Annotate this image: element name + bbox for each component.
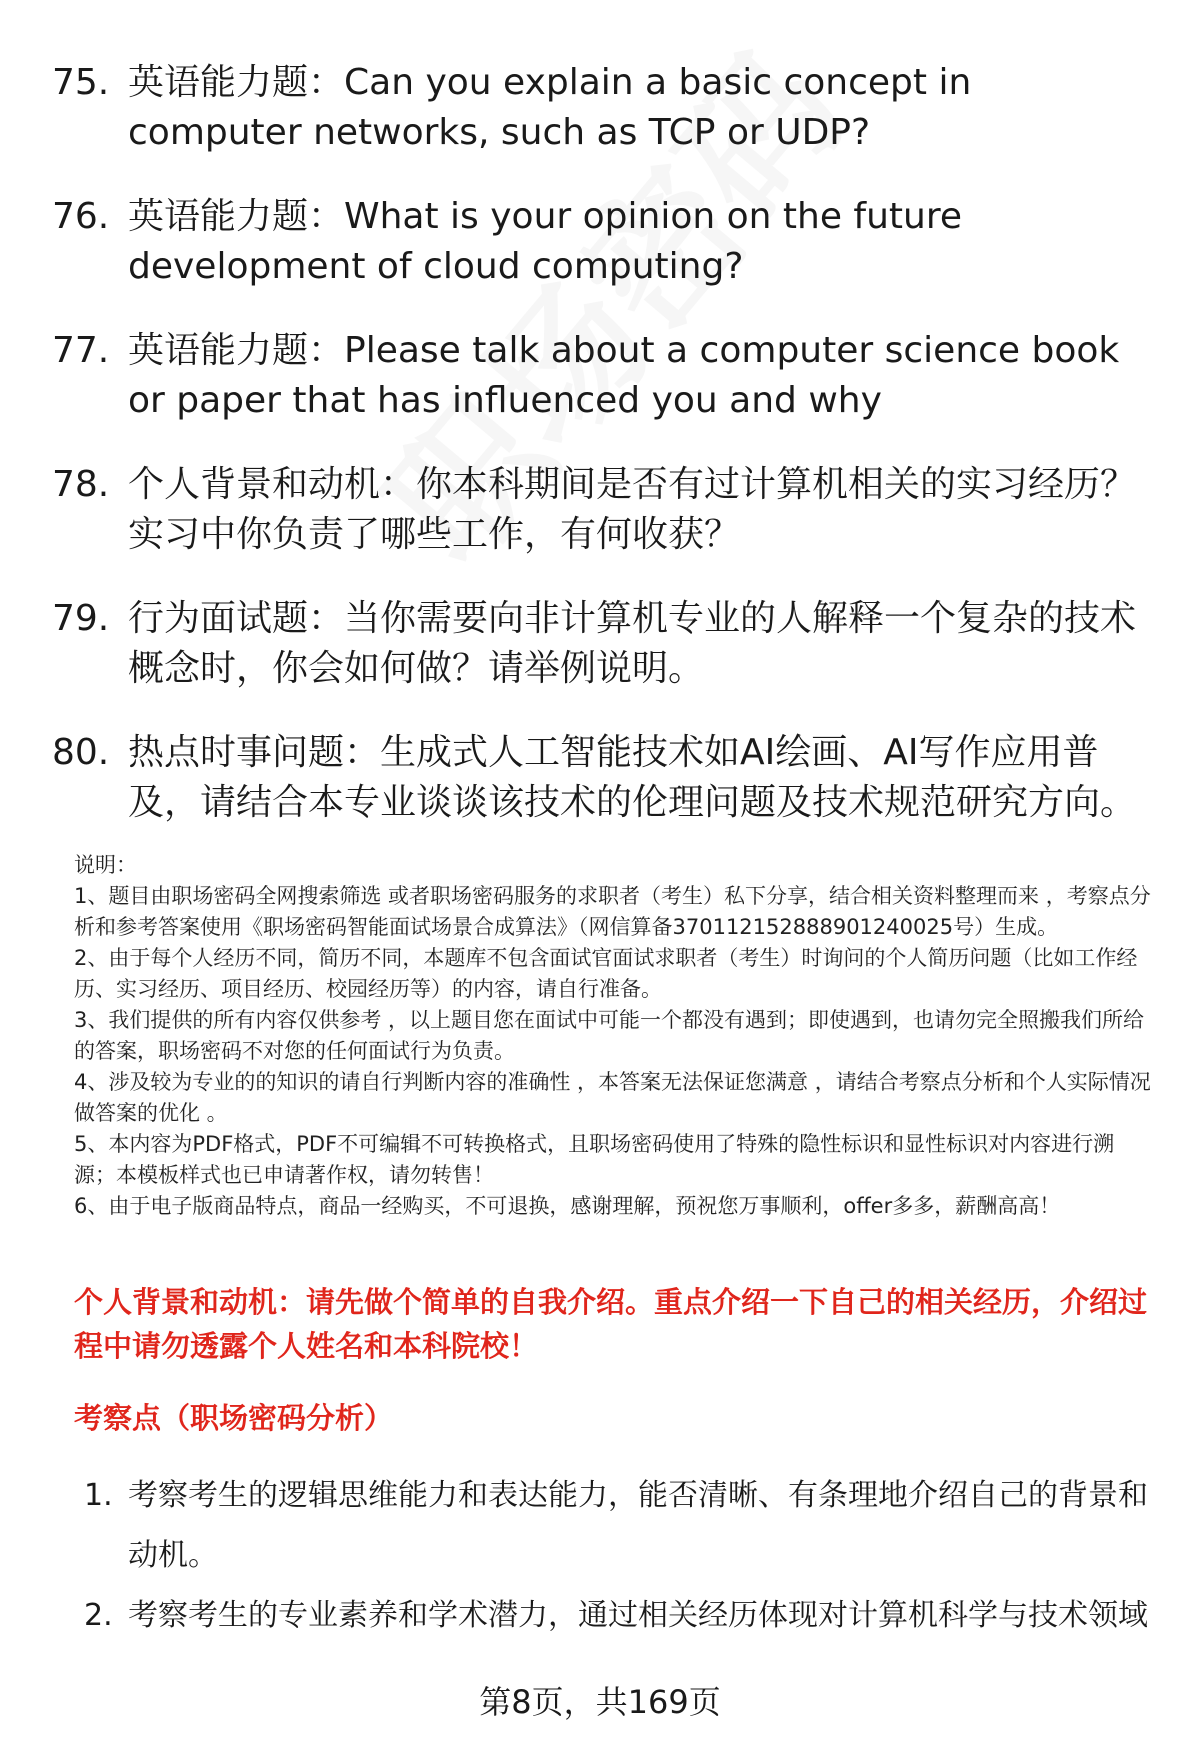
point-number: 2. (84, 1598, 113, 1633)
question-item (52, 326, 1152, 426)
analysis-point-list (84, 1466, 1154, 1646)
question-item (52, 460, 1152, 560)
question-item (52, 728, 1152, 828)
question-number: 78. (52, 464, 110, 505)
point-text: 考察考生的逻辑思维能力和表达能力，能否清晰、有条理地介绍自己的背景和动机。 (128, 1478, 1148, 1573)
question-text: 英语能力题：Please talk about a computer science book or paper that has influenced you and why (128, 330, 1120, 421)
question-item (52, 58, 1152, 158)
question-text: 行为面试题：当你需要向非计算机专业的人解释一个复杂的技术概念时，你会如何做？请举例说明。 (128, 598, 1137, 689)
question-number: 80. (52, 732, 110, 773)
notes-title: 说明： (74, 853, 137, 877)
point-number: 1. (84, 1478, 113, 1513)
note-item: 5、本内容为PDF格式，PDF不可编辑不可转换格式，且职场密码使用了特殊的隐性标识和显性标识对内容进行溯源；本模板样式也已申请著作权，请勿转售！ (74, 1132, 1115, 1187)
question-number: 77. (52, 330, 110, 371)
note-item: 2、由于每个人经历不同，简历不同，本题库不包含面试官面试求职者（考生）时询问的个人简历问题（比如工作经历、实习经历、项目经历、校园经历等）的内容，请自行准备。 (74, 946, 1138, 1001)
notes-block (74, 850, 1154, 1222)
question-text: 热点时事问题：生成式人工智能技术如AI绘画、AI写作应用普及，请结合本专业谈谈该技术的伦理问题及技术规范研究方向。 (128, 732, 1137, 823)
question-number: 75. (52, 62, 110, 103)
analysis-point (84, 1586, 1154, 1646)
section-question-title: 个人背景和动机：请先做个简单的自我介绍。重点介绍一下自己的相关经历，介绍过程中请勿透露个人姓名和本科院校！ (74, 1285, 1148, 1363)
point-text: 考察考生的专业素养和学术潜力，通过相关经历体现对计算机科学与技术领域 (128, 1598, 1148, 1633)
section-subtitle: 考察点（职场密码分析） (74, 1401, 394, 1435)
question-text: 英语能力题：Can you explain a basic concept in computer networks, such as TCP or UDP? (128, 62, 972, 153)
note-item: 4、涉及较为专业的的知识的请自行判断内容的准确性 ，本答案无法保证您满意 ，请结合考察点分析和个人实际情况做答案的优化 。 (74, 1070, 1151, 1125)
question-list (52, 58, 1152, 862)
note-item: 6、由于电子版商品特点，商品一经购买，不可退换，感谢理解，预祝您万事顺利，offer多多，薪酬高高！ (74, 1194, 1061, 1218)
question-number: 79. (52, 598, 110, 639)
analysis-point (84, 1466, 1154, 1586)
question-item (52, 192, 1152, 292)
question-number: 76. (52, 196, 110, 237)
question-item (52, 594, 1152, 694)
note-item: 3、我们提供的所有内容仅供参考 ，以上题目您在面试中可能一个都没有遇到；即使遇到，也请勿完全照搬我们所给的答案，职场密码不对您的任何面试行为负责。 (74, 1008, 1145, 1063)
note-item: 1、题目由职场密码全网搜索筛选 或者职场密码服务的求职者（考生）私下分享，结合相关资料整理而来 ，考察点分析和参考答案使用《职场密码智能面试场景合成算法》（网信算备370112152888901240025号）生成。 (74, 884, 1151, 939)
page-footer: 第8页，共169页 (479, 1683, 721, 1721)
question-text: 英语能力题：What is your opinion on the future development of cloud computing? (128, 196, 962, 287)
question-text: 个人背景和动机：你本科期间是否有过计算机相关的实习经历？实习中你负责了哪些工作，有何收获？ (128, 464, 1137, 555)
